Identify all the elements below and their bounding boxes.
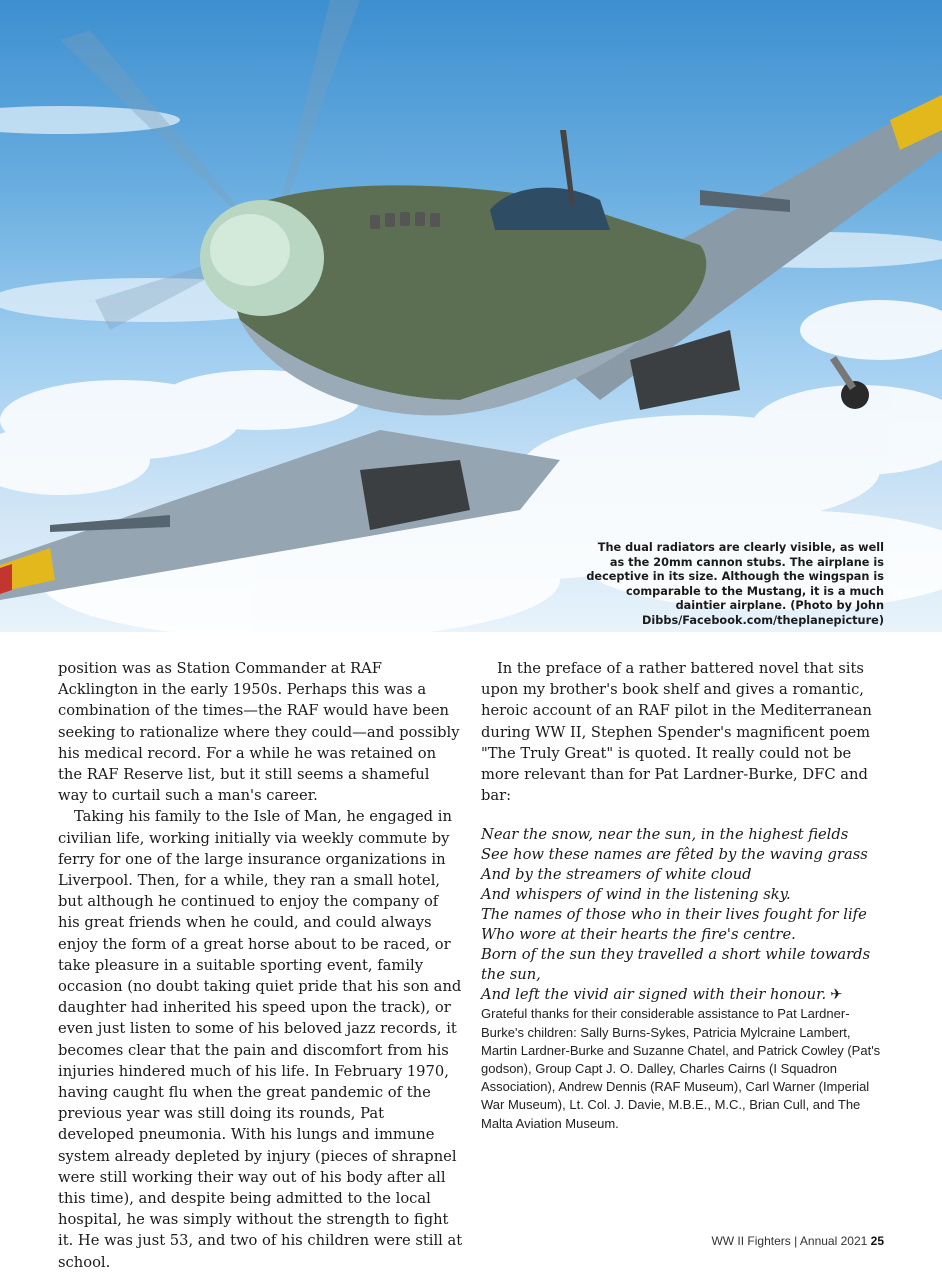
poem-quote xyxy=(481,825,886,1005)
body-paragraph: Taking his family to the Isle of Man, he engaged in civilian life, working initially via weekly commute by ferry for one of the large insurance organizations in Liverpool. Then, for a while, they ran a small hotel, but although he continued to enjoy the company of his great friends when he could, and could always enjoy the form of a great horse about to be raced, or take pleasure in a suitable sporting event, family occasion (no doubt taking quiet pride that his son and daughter had inherited his speed upon the track), or even just listen to some of his beloved jazz records, it becomes clear that the pain and discomfort from his injuries hindered much of his life. In February 1970, having caught flu when the great pandemic of the previous year was still doing its rounds, Pat developed pneumonia. With his lungs and immune system already depleted by injury (pieces of shrapnel were still working their way out of his body after all this time), and despite being admitted to the local hospital, he was simply without the strength to fight it. He was just 53, and two of his children were still at school. xyxy=(58,808,463,1271)
poem-line: And whispers of wind in the listening sky. xyxy=(481,886,791,904)
publication-title: WW II Fighters | Annual 2021 xyxy=(711,1234,868,1248)
poem-line: The names of those who in their lives fought for life xyxy=(481,906,867,924)
body-paragraph: position was as Station Commander at RAF Acklington in the early 1950s. Perhaps this was a combination of the times—the RAF would have been seeking to rationalize where they could—and possibly his medical record. For a while he was retained on the RAF Reserve list, but it still seems a shameful way to curtail such a man's career. xyxy=(58,660,460,805)
page-footer xyxy=(711,1234,884,1248)
poem-line: See how these names are fêted by the waving grass xyxy=(481,846,868,864)
poem-line: And by the streamers of white cloud xyxy=(481,866,752,884)
right-column xyxy=(481,658,886,1133)
airplane-end-icon: ✈ xyxy=(830,986,843,1004)
intro-paragraph: In the preface of a rather battered novel that sits upon my brother's book shelf and gives a romantic, heroic account of an RAF pilot in the Mediterranean during WW II, Stephen Spender's magnificent poem "The Truly Great" is quoted. It really could not be more relevant than for Pat Lardner-Burke, DFC and bar: xyxy=(481,660,872,805)
acknowledgements: Grateful thanks for their considerable assistance to Pat Lardner-Burke's children: Sally Burns-Sykes, Patricia Mylcraine Lambert, Martin Lardner-Burke and Suzanne Chatel, and Patrick Cowley (Pat's godson), Group Capt J. O. Dalley, Charles Cairns (I Squadron Association), Andrew Dennis (RAF Museum), Carl Warner (Imperial War Museum), Lt. Col. J. Davie, M.B.E., M.C., Brian Cull, and The Malta Aviation Museum. xyxy=(481,1006,881,1131)
poem-line: Near the snow, near the sun, in the highest fields xyxy=(481,826,849,844)
poem-line: Born of the sun they travelled a short while towards the sun, xyxy=(481,946,871,984)
photo-caption: The dual radiators are clearly visible, as well as the 20mm cannon stubs. The airplane is deceptive in its size. Although the wingspan is comparable to the Mustang, it is a much daintier airplane. (Photo by John Dibbs/Facebook.com/theplanepicture) xyxy=(586,541,884,627)
spitfire-photo xyxy=(0,0,942,632)
left-column xyxy=(58,658,463,1273)
poem-line-last xyxy=(481,985,886,1005)
spitfire-illustration xyxy=(0,0,942,632)
page-number: 25 xyxy=(870,1234,884,1248)
poem-line-text: And left the vivid air signed with their honour. xyxy=(481,986,827,1004)
poem-line: Who wore at their hearts the fire's centre. xyxy=(481,926,796,944)
